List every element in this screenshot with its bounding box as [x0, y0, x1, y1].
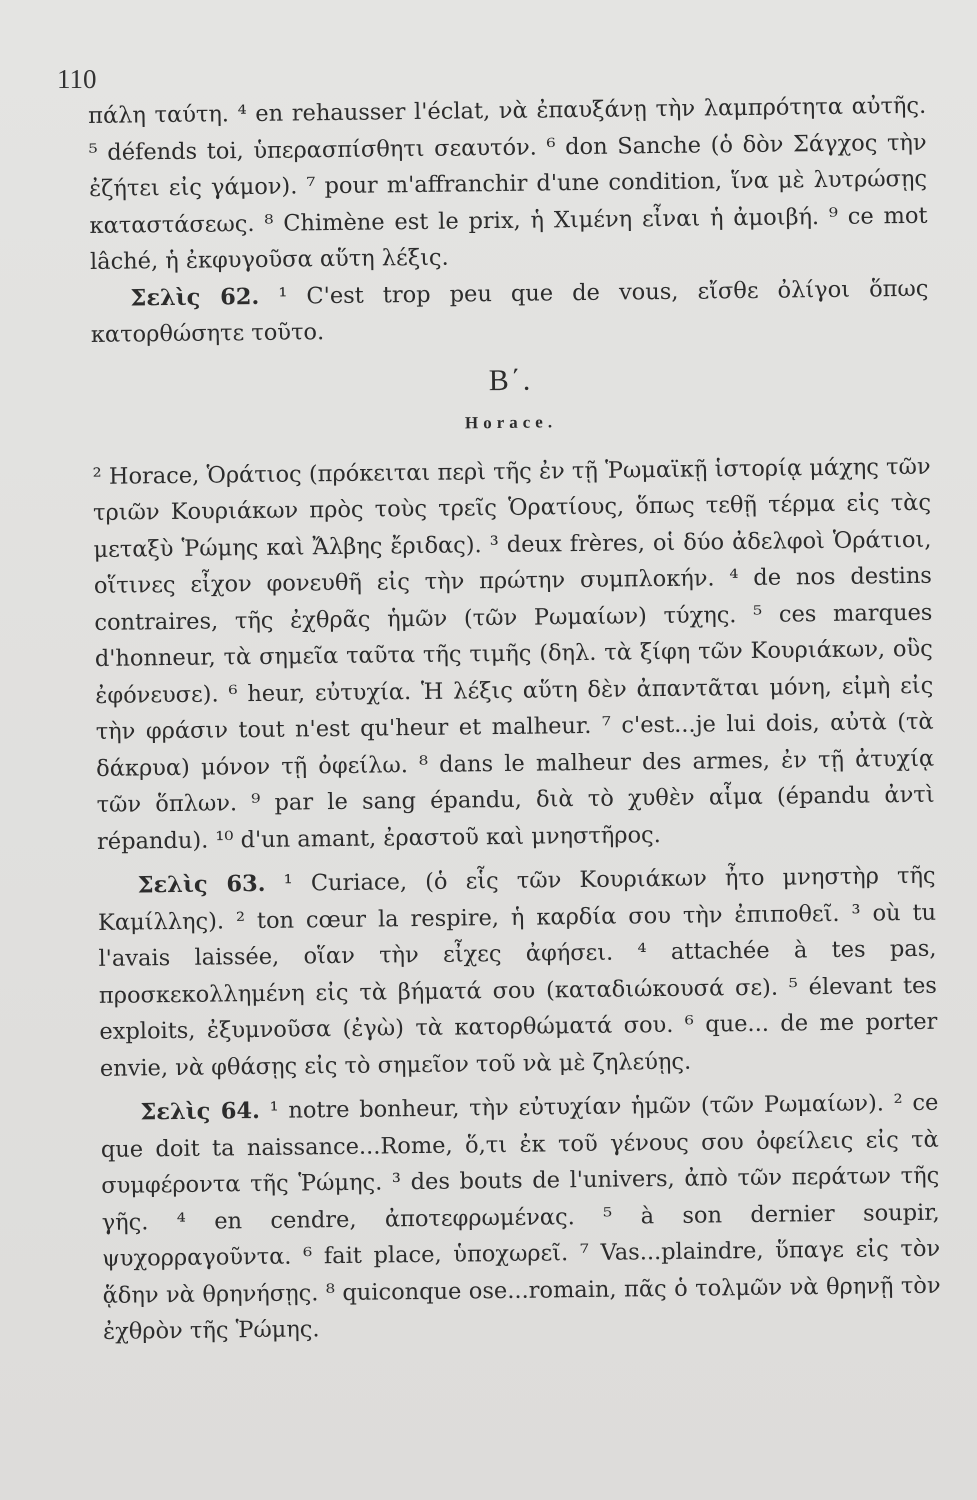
selis-63-text: ¹ Curiace, (ὁ εἷς τῶν Κουριάκων ἦτο μνηστὴρ τῆς Καμίλλης). ² ton cœur la respire, ἡ καρδία σου τὴν ἐπιποθεῖ. ³ où tu l'avais laissée, οἵαν τὴν εἶχες ἀφήσει. ⁴ attachée à tes pas, προσκεκολλημένη εἰς τὰ βήματά σου (καταδιώκουσά σε). ⁵ élevant tes exploits, ἐξυμνοῦσα (ἐγὼ) τὰ κατορθώματά σου. ⁶ que... de me porter envie, νὰ φθάσῃς εἰς τὸ σημεῖον τοῦ νὰ μὲ ζηλεύῃς.	[97, 862, 938, 1082]
page-text	[88, 88, 941, 1351]
section-letter: B΄.	[488, 363, 533, 397]
paragraph-selis-64	[100, 1085, 941, 1351]
selis-64-text: ¹ notre bonheur, τὴν εὐτυχίαν ἡμῶν (τῶν Ρωμαίων). ² ce que doit ta naissance...Rome, ὅ,τι ἐκ τοῦ γένους σου ὀφείλεις εἰς τὰ συμφέροντα τῆς Ῥώμης. ³ des bouts de l'univers, ἀπὸ τῶν περάτων τῆς γῆς. ⁴ en cendre, ἀποτεφρωμένας. ⁵ à son dernier soupir, ψυχορραγοῦντα. ⁶ fait place, ὑποχωρεῖ. ⁷ Vas...plaindre, ὕπαγε εἰς τὸν ᾅδην νὰ θρηνήσῃς. ⁸ quiconque ose...romain, πᾶς ὁ τολμῶν νὰ θρηνῇ τὸν ἐχθρὸν τῆς Ῥώμης.	[100, 1089, 941, 1345]
paragraph-selis-62	[90, 270, 929, 353]
paragraph-intro: πάλη ταύτη. ⁴ en rehausser l'éclat, νὰ ἐπαυξάνῃ τὴν λαμπρότητα αὐτῆς. ⁵ défends toi, ὑπερασπίσθητι σεαυτόν. ⁶ don Sanche (ὁ δὸν Σάγχος τὴν ἐζήτει εἰς γάμον). ⁷ pour m'affranchir d'une condition, ἵνα μὲ λυτρώσῃς καταστάσεως. ⁸ Chimène est le prix, ἡ Χιμένη εἶναι ἡ ἀμοιβή. ⁹ ce mot lâché, ἡ ἐκφυγοῦσα αὕτη λέξις.	[88, 92, 928, 275]
selis-62-text: ¹ C'est trop peu que de vous, εἴσθε ὀλίγοι ὅπως κατορθώσητε τοῦτο.	[90, 275, 929, 348]
selis-63-label: Σελὶς 63.	[137, 870, 266, 899]
paragraph-horace: ² Horace, Ὁράτιος (πρόκειται περὶ τῆς ἐν τῇ Ῥωμαϊκῇ ἱστορίᾳ μάχης τῶν τριῶν Κουριάκων πρὸς τοὺς τρεῖς Ὁρατίους, ὅπως τεθῇ τέρμα εἰς τὰς μεταξὺ Ῥώμης καὶ Ἄλβης ἔριδας). ³ deux frères, οἱ δύο ἀδελφοὶ Ὁράτιοι, οἵτινες εἶχον φονευθῆ εἰς τὴν πρώτην συμπλοκήν. ⁴ de nos destins contraires, τῆς ἐχθρᾶς ἡμῶν (τῶν Ρωμαίων) τύχης. ⁵ ces marques d'honneur, τὰ σημεῖα ταῦτα τῆς τιμῆς (δηλ. τὰ ξίφη τῶν Κουριάκων, οὓς ἐφόνευσε). ⁶ heur, εὐτυχία. Ἡ λέξις αὕτη δὲν ἀπαντᾶται μόνη, εἰμὴ εἰς τὴν φράσιν tout n'est qu'heur et malheur. ⁷ c'est...je lui dois, αὐτὰ (τὰ δάκρυα) μόνον τῇ ὀφείλω. ⁸ dans le malheur des armes, ἐν τῇ ἀτυχίᾳ τῶν ὅπλων. ⁹ par le sang épandu, διὰ τὸ χυθὲν αἷμα (épandu ἀντὶ répandu). ¹⁰ d'un amant, ἐραστοῦ καὶ μνηστῆρος.	[92, 453, 935, 855]
page-number: 110	[57, 64, 97, 94]
selis-64-label: Σελὶς 64.	[140, 1097, 261, 1126]
section-title: Horace.	[464, 412, 558, 433]
selis-62-label: Σελὶς 62.	[130, 283, 260, 311]
paragraph-selis-63	[97, 858, 938, 1087]
